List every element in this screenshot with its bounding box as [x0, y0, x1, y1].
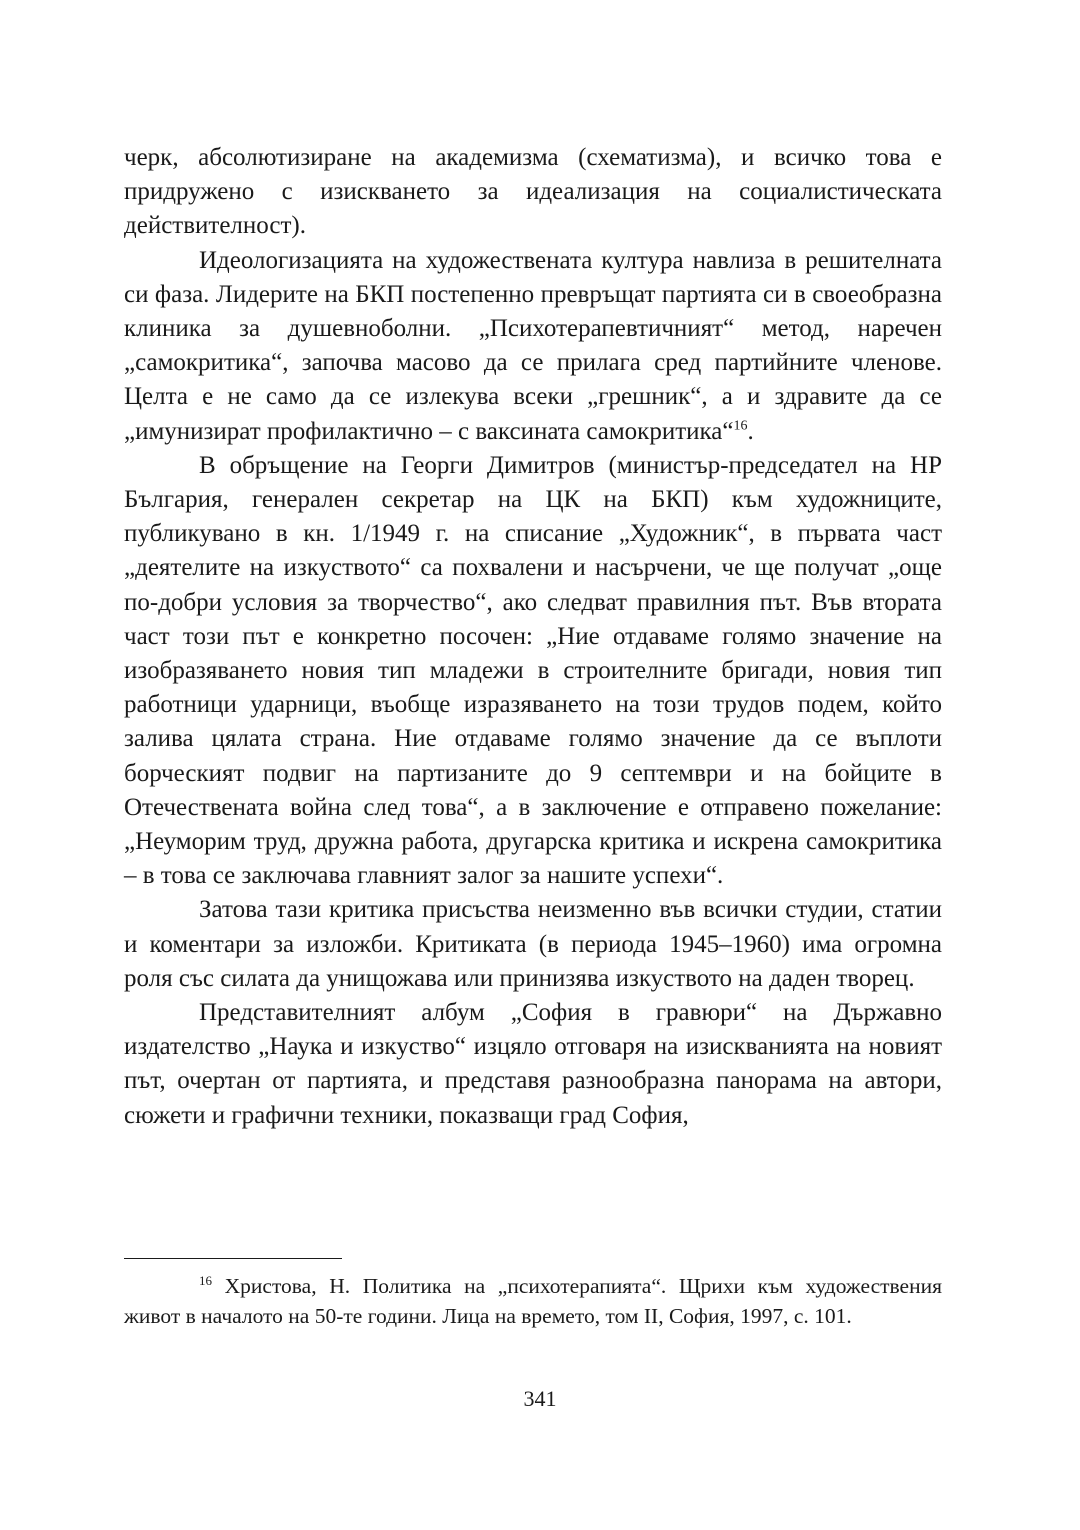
- footnote-reference[interactable]: 16: [733, 418, 748, 434]
- main-text: [124, 141, 942, 1133]
- paragraph-2-text: Идеологизацията на художествената култура навлиза в решителната си фаза. Лидерите на БКП постепенно превръщат партията си в своеобразна клиника за душевноболни. „Психотерапевтичният“ метод, наречен „самокритика“, започва масово да се прилага сред партийните членове. Целта е не само да се излекува всеки „грешник“, а и здравите да се „имунизират профилактично – с ваксината самокритика“: [124, 246, 942, 445]
- footnote-separator: [124, 1258, 342, 1259]
- paragraph-4: Затова тази критика присъства неизменно във всички студии, статии и коментари за изложби. Критиката (в периода 1945–1960) има огромна роля със силата да унищожава или принизява изкуството на даден творец.: [124, 896, 942, 992]
- paragraph-5: Представителният албум „София в гравюри“ на Държавно издателство „Наука и изкуство“ изцяло отговаря на изискванията на новият път, очертан от партията, и представя разнообразна панорама на автори, сюжети и графични техники, показващи град София,: [124, 999, 942, 1129]
- page-number: 341: [523, 1386, 557, 1411]
- paragraph-2: [124, 244, 942, 449]
- footnote-text: Христова, Н. Политика на „психотерапията“. Щрихи към художествения живот в началото на 50-те години. Лица на времето, том II, София, 1997, с. 101.: [124, 1274, 942, 1328]
- footnote-number: 16: [199, 1272, 212, 1288]
- paragraph-3: В обръщение на Георги Димитров (министър-председател на НР България, генерален секретар на ЦК на БКП) към художниците, публикувано в кн. 1/1949 г. на списание „Художник“, в първата част „деятелите на изкуството“ са похвалени и насърчени, че ще получат „още по-добри условия за творчество“, ако следват правилния път. Във втората част този път е конкретно посочен: „Ние отдаваме голямо значение на изобразяването новия тип младежи в строителните бригади, новия тип работници ударници, въобще изразяването на този трудов подем, който залива цялата страна. Ние отдаваме голямо значение да се въплоти борческият подвиг на партизаните до 9 септември и на бойците в Отечествената война след това“, а в заключение е отправено пожелание: „Неуморим труд, дружна работа, другарска критика и искрена самокритика – в това се заключава главният залог за нашите успехи“.: [124, 451, 942, 890]
- footnote: [124, 1272, 942, 1331]
- paragraph-2-end: .: [747, 417, 754, 445]
- paragraph-1: черк, абсолютизиране на академизма (схематизма), и всичко това е придружено с изискването за идеализация на социалистическата действителност).: [124, 144, 942, 240]
